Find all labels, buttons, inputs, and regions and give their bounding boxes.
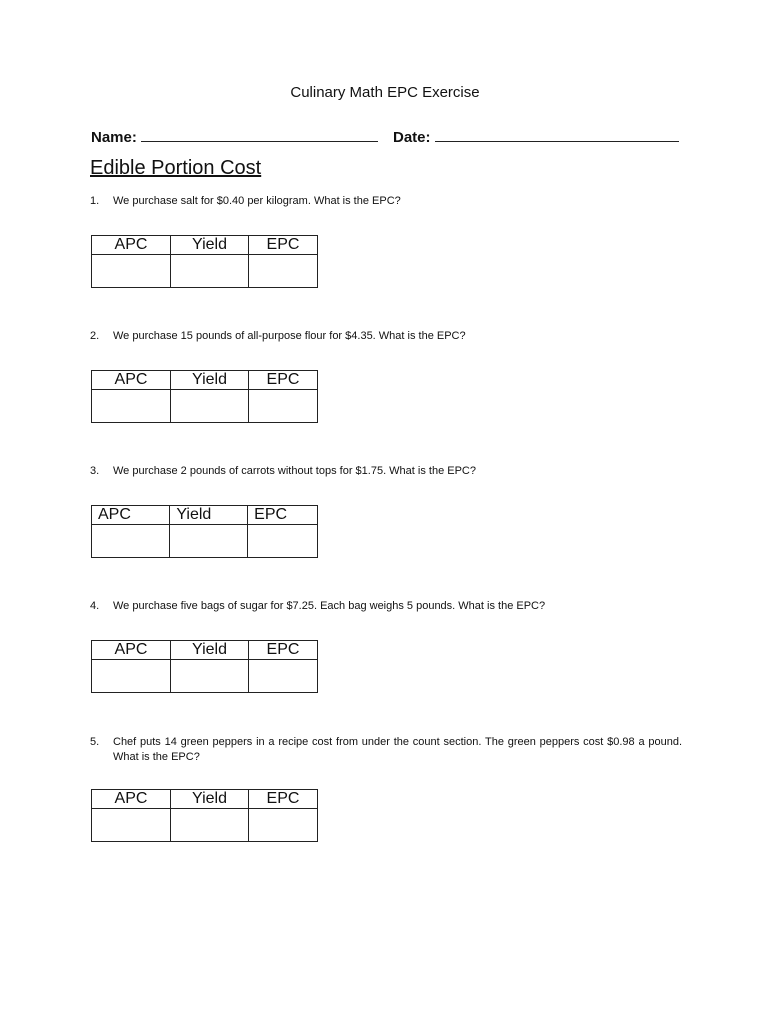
question-1 <box>90 194 690 209</box>
header-epc: EPC <box>249 371 318 390</box>
apc-cell[interactable] <box>92 255 171 288</box>
header-yield: Yield <box>171 371 249 390</box>
yield-cell[interactable] <box>170 525 248 558</box>
document-title: Culinary Math EPC Exercise <box>290 84 480 101</box>
section-heading: Edible Portion Cost <box>90 157 262 179</box>
header-yield: Yield <box>171 641 249 660</box>
epc-cell[interactable] <box>249 809 318 842</box>
apc-cell[interactable] <box>92 390 171 423</box>
apc-cell[interactable] <box>92 809 171 842</box>
question-5 <box>90 735 682 765</box>
question-text: We purchase salt for $0.40 per kilogram. What is the EPC? <box>113 195 401 207</box>
name-field[interactable] <box>91 127 378 146</box>
header-apc: APC <box>92 506 170 525</box>
header-apc: APC <box>92 790 171 809</box>
yield-cell[interactable] <box>171 660 249 693</box>
name-blank-line[interactable] <box>141 127 378 142</box>
header-epc: EPC <box>249 236 318 255</box>
question-3 <box>90 464 690 479</box>
header-epc: EPC <box>249 790 318 809</box>
date-blank-line[interactable] <box>435 127 679 142</box>
question-number: 2. <box>90 330 100 342</box>
answer-table-5 <box>91 789 318 842</box>
yield-cell[interactable] <box>171 255 249 288</box>
header-yield: Yield <box>171 790 249 809</box>
apc-cell[interactable] <box>92 525 170 558</box>
question-4 <box>90 599 690 614</box>
epc-cell[interactable] <box>249 390 318 423</box>
header-epc: EPC <box>248 506 318 525</box>
answer-table-3 <box>91 505 318 558</box>
yield-cell[interactable] <box>171 809 249 842</box>
header-apc: APC <box>92 236 171 255</box>
question-text: We purchase five bags of sugar for $7.25. Each bag weighs 5 pounds. What is the EPC? <box>113 600 546 612</box>
date-label: Date: <box>393 129 431 146</box>
question-2 <box>90 329 690 344</box>
header-apc: APC <box>92 371 171 390</box>
question-text: We purchase 15 pounds of all-purpose flour for $4.35. What is the EPC? <box>113 330 466 342</box>
header-yield: Yield <box>171 236 249 255</box>
epc-cell[interactable] <box>248 525 318 558</box>
name-label: Name: <box>91 129 137 146</box>
header-apc: APC <box>92 641 171 660</box>
answer-table-2 <box>91 370 318 423</box>
apc-cell[interactable] <box>92 660 171 693</box>
question-number: 4. <box>90 600 100 612</box>
epc-cell[interactable] <box>249 255 318 288</box>
question-number: 3. <box>90 465 100 477</box>
date-field[interactable] <box>393 127 679 146</box>
yield-cell[interactable] <box>171 390 249 423</box>
question-number: 5. <box>90 736 100 748</box>
header-epc: EPC <box>249 641 318 660</box>
epc-cell[interactable] <box>249 660 318 693</box>
question-text: We purchase 2 pounds of carrots without tops for $1.75. What is the EPC? <box>113 465 476 477</box>
question-number: 1. <box>90 195 100 207</box>
answer-table-4 <box>91 640 318 693</box>
answer-table-1 <box>91 235 318 288</box>
header-yield: Yield <box>170 506 248 525</box>
question-text: Chef puts 14 green peppers in a recipe cost from under the count section. The green peppers cost $0.98 a pound. What is the EPC? <box>113 736 682 763</box>
